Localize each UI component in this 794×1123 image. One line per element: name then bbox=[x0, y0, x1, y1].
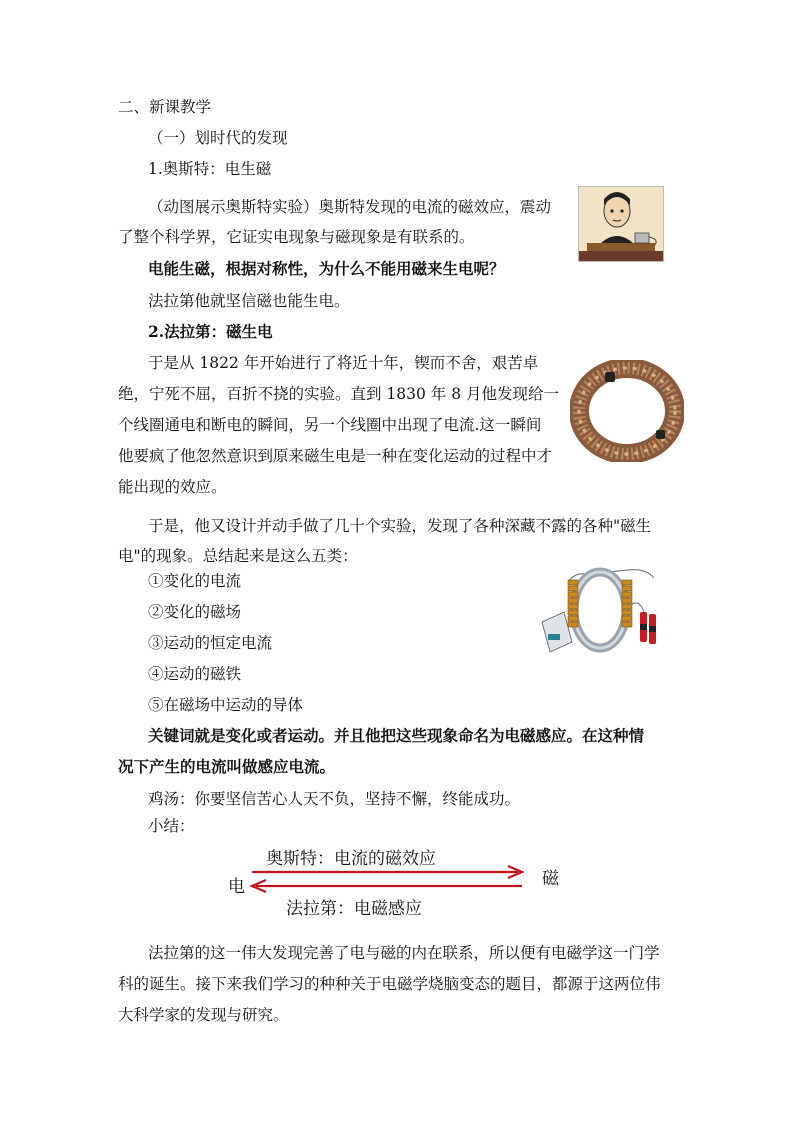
key-sentence-line: 关键词就是变化或者运动。并且他把这些现象命名为电磁感应。在这种情 bbox=[148, 726, 645, 745]
faraday-para-line: 绝，宁死不屈，百折不挠的实验。直到 1830 年 8 月他发现给一 bbox=[118, 385, 560, 403]
conclusion-line: 大科学家的发现与研究。 bbox=[118, 1006, 289, 1024]
category-item: ⑤在磁场中运动的导体 bbox=[148, 696, 304, 714]
faraday-para2-line: 电"的现象。总结起来是这么五类： bbox=[118, 547, 358, 565]
faraday-para-line: 他要疯了他忽然意识到原来磁生电是一种在变化运动的过程中才 bbox=[118, 447, 553, 465]
faraday-title: 2.法拉第：磁生电 bbox=[148, 322, 273, 341]
faraday-para2-line: 于是，他又设计并动手做了几十个实验，发现了各种深藏不露的各种"磁生 bbox=[148, 517, 652, 535]
category-item: ③运动的恒定电流 bbox=[148, 634, 273, 652]
key-sentence-line: 况下产生的电流叫做感应电流。 bbox=[118, 757, 336, 776]
subsection-heading: （一）划时代的发现 bbox=[148, 129, 288, 147]
induction-ring-icon bbox=[570, 360, 684, 462]
faraday-arrow-label: 法拉第：电磁感应 bbox=[286, 899, 422, 919]
faraday-para-line: 个线圈通电和断电的瞬间，另一个线圈中出现了电流.这一瞬间 bbox=[118, 416, 542, 434]
oersted-experiment-image bbox=[578, 186, 664, 262]
coil-apparatus-image bbox=[528, 564, 676, 660]
faraday-para-line: 于是从 1822 年开始进行了将近十年，锲而不舍，艰苦卓 bbox=[148, 354, 539, 372]
oersted-para-line: 了整个科学界，它证实电现象与磁现象是有联系的。 bbox=[118, 228, 475, 246]
faraday-belief: 法拉第他就坚信磁也能生电。 bbox=[148, 292, 350, 310]
oersted-para-line: （动图展示奥斯特实验）奥斯特发现的电流的磁效应，震动 bbox=[148, 198, 552, 216]
faraday-para-line: 能出现的效应。 bbox=[118, 478, 227, 496]
section-heading: 二、新课教学 bbox=[118, 98, 212, 116]
oersted-cartoon-icon bbox=[579, 187, 663, 261]
electricity-label: 电 bbox=[228, 877, 245, 897]
summary-diagram bbox=[226, 840, 566, 920]
oersted-arrow-label: 奥斯特：电流的磁效应 bbox=[266, 849, 436, 869]
coil-apparatus-icon bbox=[528, 564, 676, 660]
faraday-ring-image bbox=[570, 360, 684, 462]
motto: 鸡汤：你要坚信苦心人天不负，坚持不懈，终能成功。 bbox=[148, 790, 521, 808]
category-item: ②变化的磁场 bbox=[148, 603, 242, 621]
oersted-title: 1.奥斯特：电生磁 bbox=[148, 160, 272, 178]
conclusion-line: 科的诞生。接下来我们学习的种种关于电磁学烧脑变态的题目，都源于这两位伟 bbox=[118, 975, 661, 993]
magnetism-label: 磁 bbox=[542, 869, 559, 889]
category-item: ①变化的电流 bbox=[148, 572, 242, 590]
oersted-question: 电能生磁，根据对称性，为什么不能用磁来生电呢？ bbox=[148, 259, 505, 278]
summary-label: 小结： bbox=[148, 817, 195, 835]
conclusion-line: 法拉第的这一伟大发现完善了电与磁的内在联系，所以便有电磁学这一门学 bbox=[148, 944, 660, 962]
category-item: ④运动的磁铁 bbox=[148, 665, 242, 683]
